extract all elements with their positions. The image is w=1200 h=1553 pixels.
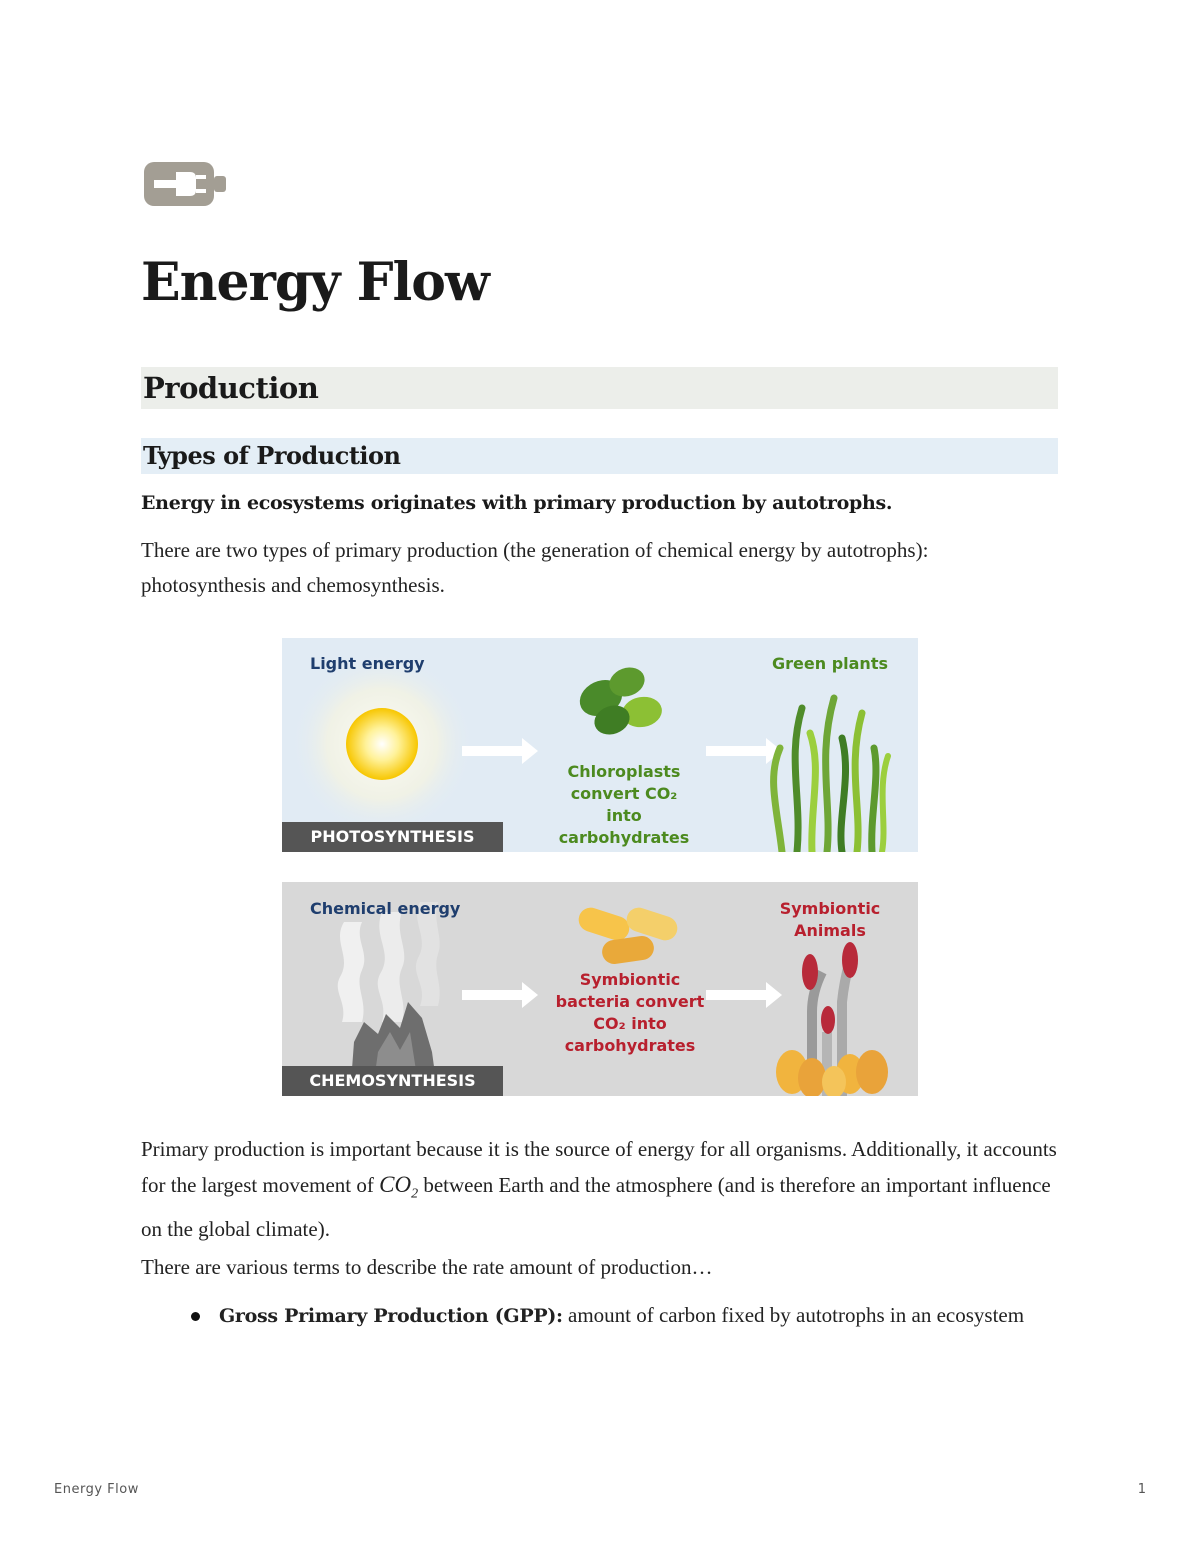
chemical-energy-label: Chemical energy	[310, 899, 461, 918]
arrow-icon	[462, 982, 538, 1008]
chloroplasts-label: Chloroplasts convert CO₂ into carbohydrates	[558, 762, 690, 847]
lead-statement: Energy in ecosystems originates with primary production by autotrophs.	[141, 492, 893, 514]
sun-icon	[346, 708, 418, 780]
photosynthesis-panel	[282, 638, 918, 852]
term-label: Gross Primary Production (GPP):	[219, 1305, 563, 1327]
arrow-icon	[706, 982, 782, 1008]
green-plants-icon	[774, 698, 888, 852]
section-heading: Production	[143, 371, 319, 405]
page-number: 1	[1137, 1482, 1146, 1497]
chemosynthesis-caption: CHEMOSYNTHESIS	[282, 1066, 503, 1096]
terms-list	[141, 1298, 1058, 1334]
tube-worms-icon	[776, 942, 888, 1096]
importance-text-after: between Earth and the atmosphere (and is therefore an important influence on the global climate).	[141, 1173, 1051, 1241]
symbiontic-animals-label: Symbiontic Animals	[779, 899, 881, 940]
bacteria-icon	[576, 905, 681, 966]
chloroplast-icon	[574, 663, 664, 740]
production-figure	[282, 638, 918, 1096]
section-heading-band	[141, 367, 1058, 409]
paragraph-production-types: There are two types of primary production (the generation of chemical energy by autotrophs): photosynthesis and chemosynthesis.	[141, 538, 929, 597]
co2-formula: $CO_2$	[379, 1172, 419, 1202]
page-title: Energy Flow	[141, 252, 489, 313]
plug-battery-icon	[142, 160, 230, 208]
green-plants-label: Green plants	[772, 654, 888, 673]
photosynthesis-caption: PHOTOSYNTHESIS	[282, 822, 503, 852]
term-definition: amount of carbon fixed by autotrophs in an ecosystem	[562, 1303, 1025, 1327]
paragraph-importance	[141, 1132, 1058, 1247]
subsection-heading: Types of Production	[143, 441, 401, 470]
list-item	[141, 1298, 1058, 1334]
bullet-icon	[191, 1312, 200, 1321]
paragraph-terms: There are various terms to describe the rate amount of production…	[141, 1255, 713, 1279]
footer-title: Energy Flow	[54, 1482, 139, 1497]
arrow-icon	[706, 738, 782, 764]
light-energy-label: Light energy	[310, 654, 425, 673]
chemosynthesis-panel	[282, 882, 918, 1096]
symbiontic-bacteria-label: Symbiontic bacteria convert CO₂ into carbohydrates	[555, 970, 705, 1055]
importance-text-before: Primary production is important because it is the source of energy for all organisms. Additionally, it accounts for the largest movement of	[141, 1137, 1057, 1197]
subsection-heading-band	[141, 438, 1058, 474]
